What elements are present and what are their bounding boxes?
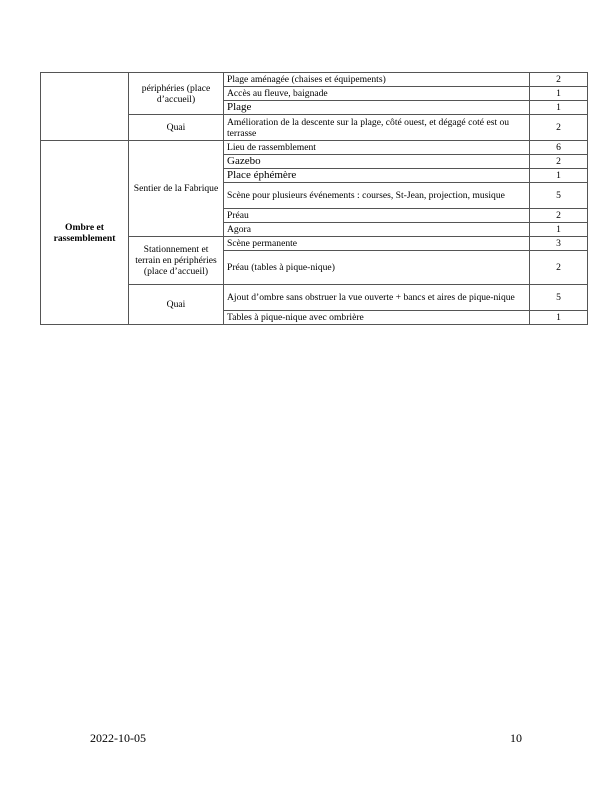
description-cell: Ajout d’ombre sans obstruer la vue ouverte + bancs et aires de pique-nique — [224, 285, 530, 311]
count-cell: 2 — [530, 155, 588, 169]
location-cell: Quai — [129, 285, 224, 325]
description-cell: Préau (tables à pique-nique) — [224, 251, 530, 285]
count-cell: 2 — [530, 251, 588, 285]
description-cell: Plage — [224, 101, 530, 115]
count-cell: 5 — [530, 183, 588, 209]
count-cell: 3 — [530, 237, 588, 251]
location-cell: périphéries (place d’accueil) — [129, 73, 224, 115]
count-cell: 2 — [530, 115, 588, 141]
count-cell: 1 — [530, 101, 588, 115]
location-cell: Quai — [129, 115, 224, 141]
count-cell: 5 — [530, 285, 588, 311]
description-cell: Tables à pique-nique avec ombrière — [224, 311, 530, 325]
count-cell: 1 — [530, 169, 588, 183]
footer-date: 2022-10-05 — [90, 731, 146, 745]
description-cell: Préau — [224, 209, 530, 223]
theme-cell: Ombre et rassemblement — [41, 141, 129, 325]
description-cell: Amélioration de la descente sur la plage, côté ouest, et dégagé coté est ou terrasse — [224, 115, 530, 141]
theme-cell — [41, 73, 129, 141]
suggestions-table — [40, 72, 588, 325]
description-cell: Lieu de rassemblement — [224, 141, 530, 155]
count-cell: 6 — [530, 141, 588, 155]
count-cell: 2 — [530, 73, 588, 87]
page-number: 10 — [510, 731, 522, 745]
count-cell: 1 — [530, 223, 588, 237]
description-cell: Accès au fleuve, baignade — [224, 87, 530, 101]
location-cell: Stationnement et terrain en périphéries (place d’accueil) — [129, 237, 224, 285]
location-cell: Sentier de la Fabrique — [129, 141, 224, 237]
description-cell: Place éphémère — [224, 169, 530, 183]
description-cell: Agora — [224, 223, 530, 237]
count-cell: 1 — [530, 87, 588, 101]
table-row — [41, 73, 588, 87]
count-cell: 2 — [530, 209, 588, 223]
count-cell: 1 — [530, 311, 588, 325]
description-cell: Gazebo — [224, 155, 530, 169]
description-cell: Scène pour plusieurs événements : courses, St-Jean, projection, musique — [224, 183, 530, 209]
table-row — [41, 141, 588, 155]
description-cell: Scène permanente — [224, 237, 530, 251]
description-cell: Plage aménagée (chaises et équipements) — [224, 73, 530, 87]
